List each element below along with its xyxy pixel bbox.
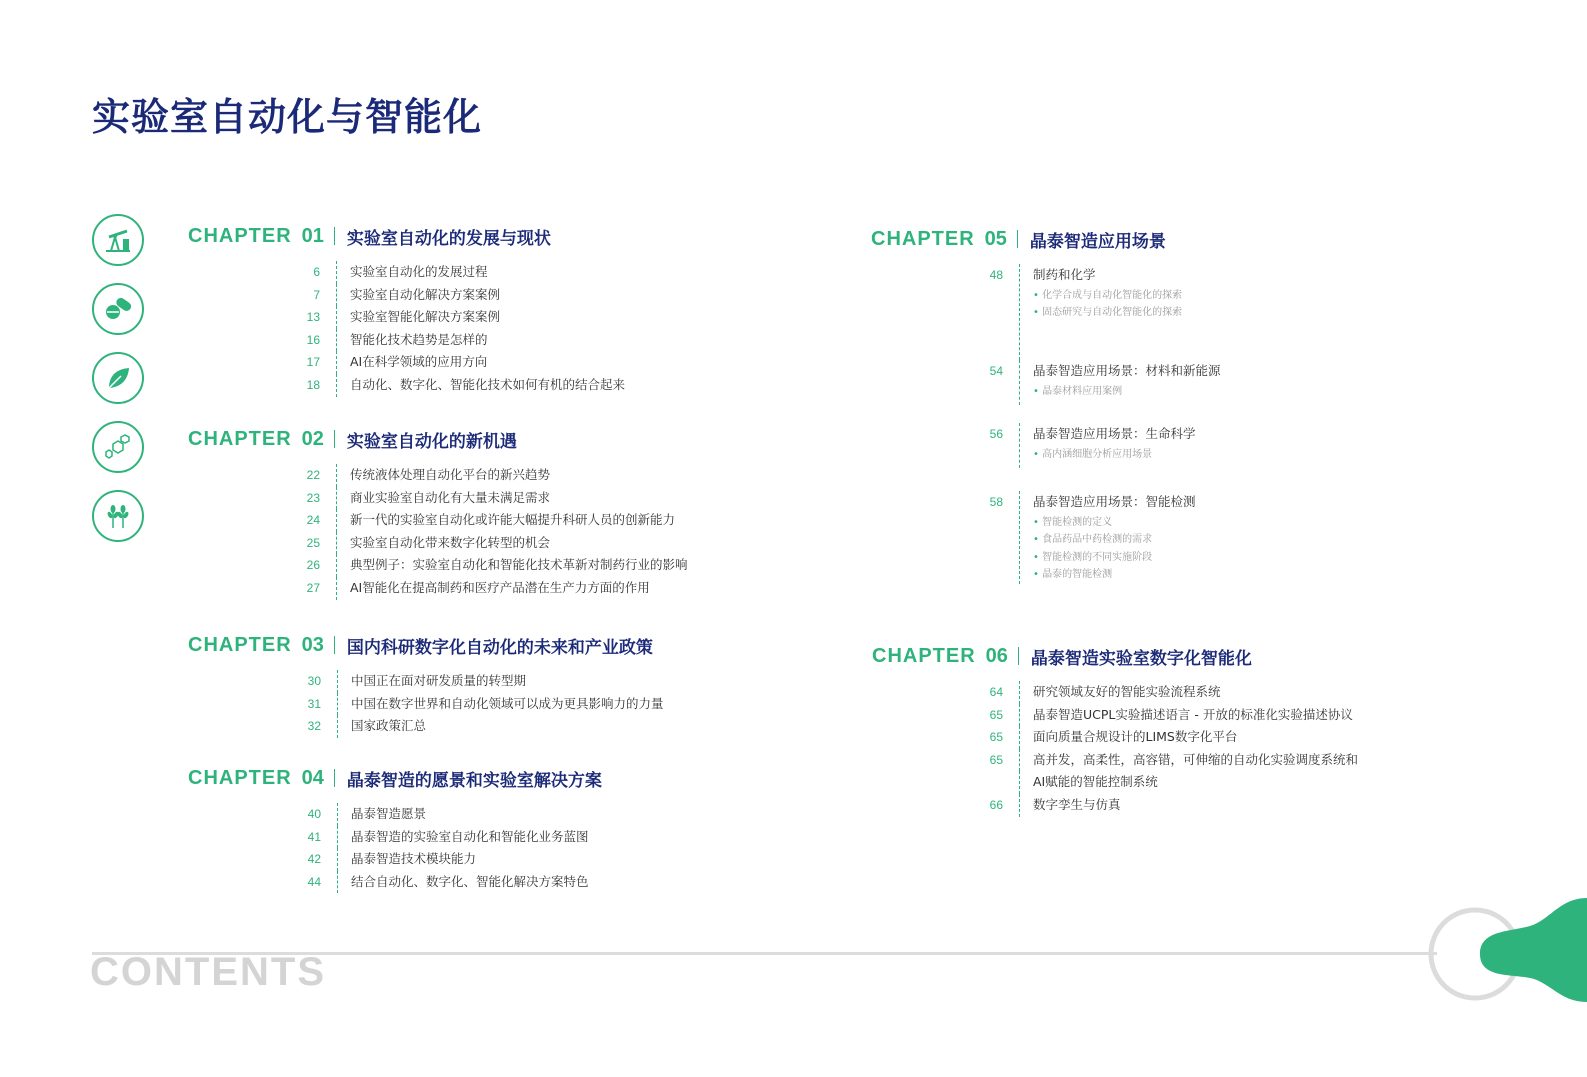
toc-entry[interactable] (280, 464, 688, 487)
entry-text: 面向质量合规设计的LIMS数字化平台 (1019, 726, 1237, 749)
page-number: 31 (307, 696, 321, 711)
page-number: 26 (306, 558, 320, 573)
chapter-number: 03 (301, 633, 324, 656)
chapter-title: 国内科研数字化自动化的未来和产业政策 (346, 637, 653, 658)
chapter-number: 06 (985, 644, 1008, 667)
toc-entry[interactable] (963, 681, 1358, 704)
toc-entry[interactable] (280, 509, 688, 532)
entry-text: 中国在数字世界和自动化领域可以成为更具影响力的力量 (337, 693, 664, 716)
chapter-03 (188, 632, 664, 738)
toc-entry[interactable] (281, 871, 602, 894)
toc-entry[interactable] (280, 577, 688, 600)
chapter-title: 晶泰智造实验室数字化智能化 (1030, 648, 1252, 669)
toc-entry[interactable] (280, 306, 625, 329)
page-number: 64 (989, 685, 1003, 699)
chapter-divider (1017, 230, 1018, 248)
entry-text: 实验室自动化解决方案案例 (336, 284, 500, 307)
page-number: 22 (306, 468, 320, 482)
chapter-label: CHAPTER (188, 633, 292, 656)
toc-entry[interactable] (963, 749, 1358, 772)
toc-entry[interactable] (963, 726, 1358, 749)
entry-subitem: • 智能检测的定义 (1033, 514, 1196, 532)
toc-entry[interactable] (280, 374, 625, 397)
entry-text: 实验室自动化带来数字化转型的机会 (336, 532, 550, 555)
chapter-label: CHAPTER (188, 427, 292, 450)
entry-block (1019, 264, 1182, 360)
chapter-title: 晶泰智造的愿景和实验室解决方案 (346, 770, 602, 791)
entry-block (1019, 491, 1196, 584)
decorative-blob-icon (1420, 890, 1587, 1014)
page-number: 7 (313, 287, 320, 302)
toc-entry[interactable] (281, 848, 602, 871)
toc-entry[interactable] (280, 532, 688, 555)
page-number: 25 (306, 535, 320, 550)
entry-subitem: • 晶泰材料应用案例 (1033, 383, 1221, 401)
page-number: 16 (306, 332, 320, 347)
entry-subitem: • 固态研究与自动化智能化的探索 (1033, 304, 1182, 322)
entry-text: 研究领域友好的智能实验流程系统 (1019, 681, 1221, 704)
molecule-icon (92, 421, 144, 473)
toc-entry[interactable] (280, 261, 625, 284)
chapter-entries (280, 464, 688, 600)
chapter-entries (281, 803, 602, 893)
chapter-entries (281, 670, 664, 738)
chapter-title: 实验室自动化的发展与现状 (346, 228, 551, 249)
icon-column (92, 214, 144, 559)
leaf-icon (92, 352, 144, 404)
page-number: 48 (989, 268, 1003, 282)
page-number: 54 (989, 364, 1003, 378)
page-number: 13 (306, 310, 320, 325)
entry-text: 国家政策汇总 (337, 715, 426, 738)
page-number: 23 (306, 490, 320, 505)
chapter-number: 04 (301, 766, 324, 789)
contents-wordmark: CONTENTS (90, 950, 326, 994)
chapter-label: CHAPTER (188, 766, 292, 789)
entry-text: 结合自动化、数字化、智能化解决方案特色 (337, 871, 589, 894)
entry-block (1019, 423, 1196, 468)
entry-block (1019, 360, 1221, 405)
chapter-divider (334, 769, 335, 787)
page-number: 24 (306, 513, 320, 528)
entry-text: 典型例子：实验室自动化和智能化技术革新对制药行业的影响 (336, 554, 688, 577)
entry-text: 晶泰智造UCPL实验描述语言 - 开放的标准化实验描述协议 (1019, 704, 1353, 727)
toc-entry[interactable] (280, 487, 688, 510)
toc-entry[interactable] (281, 826, 602, 849)
chapter-entries (280, 261, 625, 397)
entry-text: 商业实验室自动化有大量未满足需求 (336, 487, 550, 510)
entry-subitem: • 智能检测的不同实施阶段 (1033, 549, 1196, 567)
entry-text: 自动化、数字化、智能化技术如何有机的结合起来 (336, 374, 625, 397)
toc-entry[interactable] (281, 693, 664, 716)
page-number: 65 (989, 730, 1003, 745)
toc-entry[interactable] (280, 351, 625, 374)
page-number: 17 (306, 355, 320, 370)
chapter-number: 01 (301, 224, 324, 247)
chapter-title: 实验室自动化的新机遇 (346, 431, 517, 452)
entry-text: 晶泰智造应用场景：智能检测 (1033, 494, 1196, 509)
page-number: 42 (307, 852, 321, 867)
pill-capsule-icon (92, 283, 144, 335)
entry-text: 实验室智能化解决方案案例 (336, 306, 500, 329)
page-number: 58 (989, 495, 1003, 509)
page-number: 40 (307, 807, 321, 821)
entry-text: 中国正在面对研发质量的转型期 (337, 670, 526, 693)
entry-subitem: • 食品药品中药检测的需求 (1033, 531, 1196, 549)
page-number: 56 (989, 427, 1003, 441)
page-number: 65 (989, 707, 1003, 722)
chapter-01 (188, 223, 625, 397)
toc-entry[interactable] (963, 264, 1221, 360)
toc-entry[interactable] (963, 423, 1221, 491)
entry-text: 智能化技术趋势是怎样的 (336, 329, 488, 352)
toc-entry[interactable] (280, 329, 625, 352)
page-number: 6 (313, 265, 320, 279)
entry-text: AI在科学领域的应用方向 (336, 351, 487, 374)
entry-subitem: • 晶泰的智能检测 (1033, 566, 1196, 584)
chapter-number: 05 (984, 227, 1007, 250)
entry-text: 晶泰智造应用场景：生命科学 (1033, 426, 1196, 441)
page-number: 44 (307, 874, 321, 889)
entry-text: 数字孪生与仿真 (1019, 794, 1121, 817)
entry-text: 晶泰智造技术模块能力 (337, 848, 476, 871)
entry-text: AI智能化在提高制药和医疗产品潜在生产力方面的作用 (336, 577, 650, 600)
page-title: 实验室自动化与智能化 (92, 95, 483, 139)
entry-text: 晶泰智造愿景 (337, 803, 426, 826)
chapter-title: 晶泰智造应用场景 (1029, 231, 1166, 252)
toc-entry[interactable] (963, 704, 1358, 727)
chapter-divider (334, 636, 335, 654)
chapter-entries (963, 681, 1358, 817)
chapter-entries (963, 264, 1221, 584)
chapter-label: CHAPTER (871, 227, 975, 250)
chapter-divider (1018, 647, 1019, 665)
chapter-label: CHAPTER (872, 644, 976, 667)
entry-text: 新一代的实验室自动化或许能大幅提升科研人员的创新能力 (336, 509, 675, 532)
chapter-04 (188, 765, 602, 893)
entry-text: 实验室自动化的发展过程 (336, 261, 488, 284)
page-number: 27 (306, 580, 320, 595)
toc-entry[interactable] (963, 360, 1221, 423)
toc-entry[interactable] (281, 715, 664, 738)
chapter-divider (334, 227, 335, 245)
page-number: 32 (307, 719, 321, 734)
toc-entry[interactable] (280, 284, 625, 307)
chapter-divider (334, 430, 335, 448)
toc-entry[interactable] (963, 794, 1358, 817)
wheat-icon (92, 490, 144, 542)
entry-text: 传统液体处理自动化平台的新兴趋势 (336, 464, 550, 487)
toc-entry[interactable] (963, 491, 1221, 584)
chapter-label: CHAPTER (188, 224, 292, 247)
toc-entry[interactable] (281, 803, 602, 826)
entry-text: 晶泰智造的实验室自动化和智能化业务蓝图 (337, 826, 589, 849)
page-number: 65 (989, 752, 1003, 767)
chapter-05 (871, 226, 1221, 584)
page-number: 18 (306, 377, 320, 392)
chapter-06 (872, 643, 1358, 817)
toc-entry[interactable] (280, 554, 688, 577)
oil-pump-icon (92, 214, 144, 266)
page-number: 41 (307, 829, 321, 844)
page-number: 66 (989, 797, 1003, 812)
entry-subitem: • 化学合成与自动化智能化的探索 (1033, 287, 1182, 305)
toc-entry[interactable] (963, 771, 1358, 794)
entry-text: 高并发，高柔性，高容错，可伸缩的自动化实验调度系统和 (1019, 749, 1358, 772)
page-number: 30 (307, 674, 321, 688)
entry-subitem: • 高内涵细胞分析应用场景 (1033, 446, 1196, 464)
toc-entry[interactable] (281, 670, 664, 693)
chapter-number: 02 (301, 427, 324, 450)
entry-text: AI赋能的智能控制系统 (1019, 771, 1158, 794)
entry-text: 晶泰智造应用场景：材料和新能源 (1033, 363, 1221, 378)
entry-text: 制药和化学 (1033, 267, 1096, 282)
chapter-02 (188, 426, 688, 600)
